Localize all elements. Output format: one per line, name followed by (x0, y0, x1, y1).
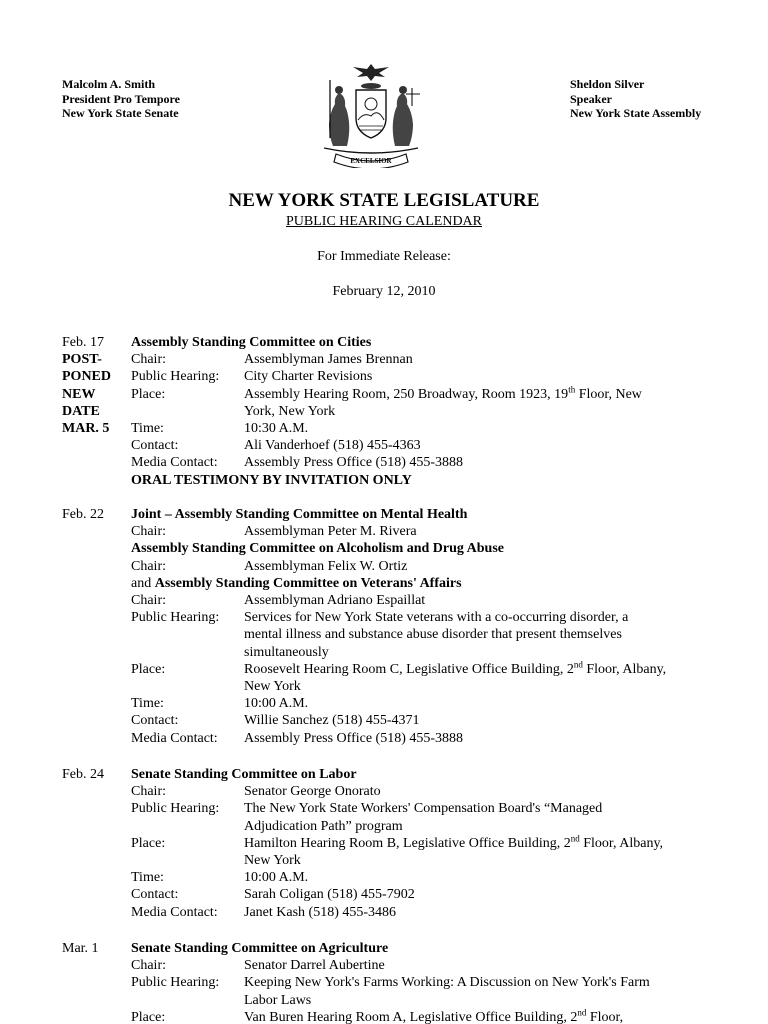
hearing-value-cont: mental illness and substance abuse disorder that present themselves (244, 627, 622, 643)
senate-leader-name: Malcolm A. Smith (62, 77, 155, 91)
committee-name: Senate Standing Committee on Agriculture (131, 941, 389, 956)
media-contact-label: Media Contact: (131, 455, 218, 471)
place-value-cont: New York (244, 853, 301, 869)
status-postponed-1: POST- (62, 352, 102, 368)
chair-value: Senator Darrel Aubertine (244, 958, 385, 974)
status-date: DATE (62, 403, 100, 419)
hearing-value: The New York State Workers' Compensation Board's “Managed (244, 801, 603, 817)
hearing-value-cont: Labor Laws (244, 992, 312, 1008)
senate-leader-block (62, 77, 180, 121)
place-label: Place: (131, 661, 166, 677)
assembly-leader-name: Sheldon Silver (570, 77, 645, 91)
hearing-entry-mental-health (62, 506, 722, 747)
chair-label: Chair: (131, 352, 166, 368)
chair-label: Chair: (131, 593, 166, 609)
hearing-value-cont: Adjudication Path” program (244, 818, 403, 834)
hearing-label: Public Hearing: (131, 975, 220, 991)
hearing-label: Public Hearing: (131, 801, 220, 817)
entry-date: Mar. 1 (62, 941, 99, 956)
hearing-label: Public Hearing: (131, 610, 220, 626)
media-contact-value: Assembly Press Office (518) 455-3888 (244, 730, 464, 746)
document-title: NEW YORK STATE LEGISLATURE (228, 190, 540, 211)
contact-value: Sarah Coligan (518) 455-7902 (244, 887, 415, 903)
media-contact-value: Janet Kash (518) 455-3486 (244, 904, 397, 920)
place-value: Hamilton Hearing Room B, Legislative Office Building, 2nd Floor, Albany, (244, 833, 664, 851)
status-postponed-2: PONED (62, 369, 111, 385)
status-new-date: MAR. 5 (62, 421, 110, 437)
status-new: NEW (62, 386, 96, 402)
time-value: 10:30 A.M. (244, 421, 309, 437)
committee-name: Senate Standing Committee on Labor (131, 767, 357, 782)
release-line: For Immediate Release: (317, 249, 451, 264)
entry-date: Feb. 24 (62, 767, 104, 782)
release-date: February 12, 2010 (332, 284, 436, 299)
hearing-entry-labor (62, 766, 722, 921)
hearing-value: City Charter Revisions (244, 369, 373, 385)
committee-name: Assembly Standing Committee on Cities (131, 335, 372, 350)
chair-value-3: Assemblyman Adriano Espaillat (244, 593, 426, 609)
committee-name-3: and Assembly Standing Committee on Veterans' Affairs (131, 575, 462, 591)
time-label: Time: (131, 870, 164, 886)
place-label: Place: (131, 835, 166, 851)
hearing-value: Keeping New York's Farms Working: A Discussion on New York's Farm (244, 975, 650, 991)
new-york-state-seal (316, 60, 426, 168)
chair-value: Senator George Onorato (244, 784, 381, 800)
place-label: Place: (131, 386, 166, 402)
hearing-value: Services for New York State veterans with a co-occurring disorder, a (244, 610, 629, 626)
committee-name-1: Joint – Assembly Standing Committee on Mental Health (131, 507, 468, 522)
place-value-cont: New York (244, 679, 301, 695)
chair-label: Chair: (131, 784, 166, 800)
chair-label: Chair: (131, 524, 166, 540)
contact-label: Contact: (131, 438, 179, 454)
senate-org: New York State Senate (62, 106, 179, 120)
place-value-cont: York, New York (244, 403, 336, 419)
chair-value-2: Assemblyman Felix W. Ortiz (244, 558, 408, 574)
time-label: Time: (131, 421, 164, 437)
hearing-value-cont2: simultaneously (244, 644, 329, 660)
testimony-note: ORAL TESTIMONY BY INVITATION ONLY (131, 472, 412, 488)
hearing-entry-cities (62, 334, 722, 489)
contact-label: Contact: (131, 887, 179, 903)
entry-date: Feb. 22 (62, 507, 104, 522)
entry-date: Feb. 17 (62, 335, 104, 350)
seal-motto-text: EXCELSIOR (350, 157, 392, 165)
time-label: Time: (131, 696, 164, 712)
chair-value: Assemblyman James Brennan (244, 352, 413, 368)
place-value: Van Buren Hearing Room A, Legislative Office Building, 2nd Floor, (244, 1007, 624, 1024)
committee-name-2: Assembly Standing Committee on Alcoholism and Drug Abuse (131, 541, 504, 557)
assembly-leader-title: Speaker (570, 91, 612, 106)
place-value: Roosevelt Hearing Room C, Legislative Office Building, 2nd Floor, Albany, (244, 659, 667, 677)
media-contact-label: Media Contact: (131, 904, 218, 920)
chair-value-1: Assemblyman Peter M. Rivera (244, 524, 417, 540)
time-value: 10:00 A.M. (244, 696, 309, 712)
hearing-entry-agriculture (62, 940, 722, 1024)
hearing-label: Public Hearing: (131, 369, 220, 385)
assembly-leader-block (570, 77, 701, 121)
chair-label: Chair: (131, 558, 166, 574)
time-value: 10:00 A.M. (244, 870, 309, 886)
contact-value: Willie Sanchez (518) 455-4371 (244, 713, 420, 729)
assembly-org: New York State Assembly (570, 106, 702, 120)
senate-leader-title: President Pro Tempore (62, 91, 180, 106)
chair-label: Chair: (131, 958, 166, 974)
contact-label: Contact: (131, 713, 179, 729)
place-label: Place: (131, 1009, 166, 1024)
contact-value: Ali Vanderhoef (518) 455-4363 (244, 438, 421, 454)
place-value: Assembly Hearing Room, 250 Broadway, Room 1923, 19th Floor, New (244, 383, 642, 402)
document-subtitle: PUBLIC HEARING CALENDAR (286, 214, 482, 229)
media-contact-value: Assembly Press Office (518) 455-3888 (244, 455, 464, 471)
media-contact-label: Media Contact: (131, 730, 218, 746)
